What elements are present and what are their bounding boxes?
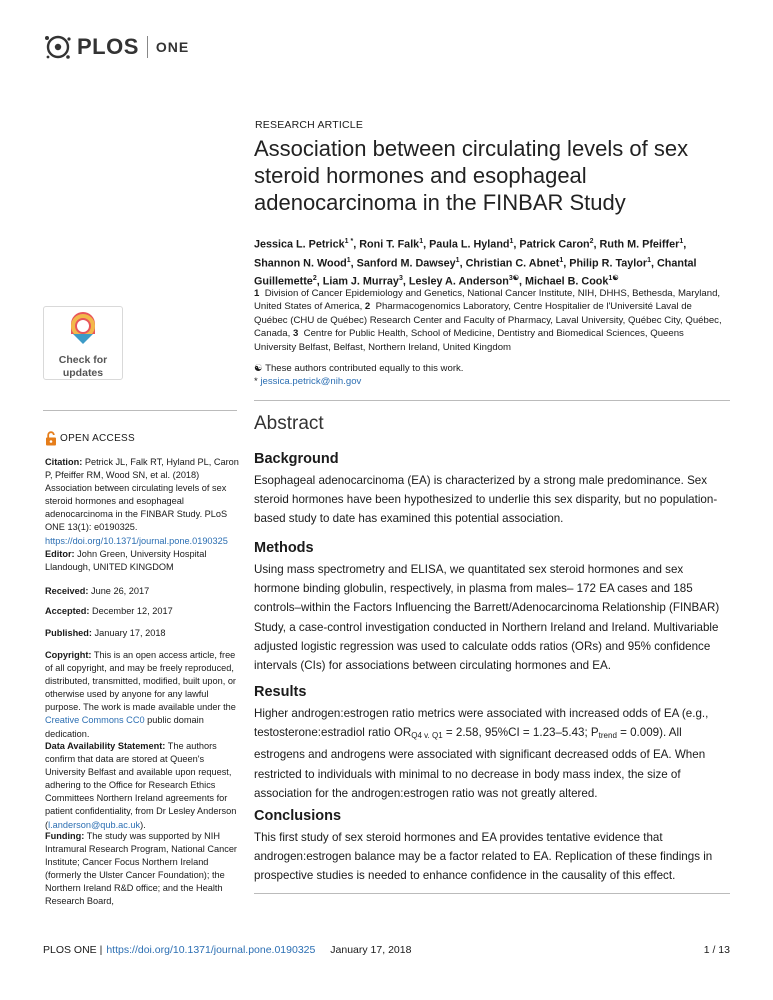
page-number: 1 / 13 xyxy=(703,944,730,956)
author-mark: 3 xyxy=(398,275,403,283)
footer-date: January 17, 2018 xyxy=(330,944,412,956)
affiliations xyxy=(254,287,724,354)
affiliation-number: 2 xyxy=(364,301,371,313)
data-availability-text: The authors confirm that data are stored at Queen's University Belfast and available upon request, adhering to the Office for Research Ethics Committees Northern Ireland agreements for patient confidentiality, from Dr Lesley Anderson ( xyxy=(45,741,237,830)
author-name: Lesley A. Anderson xyxy=(408,275,509,288)
author-notes xyxy=(254,362,724,389)
footer-left xyxy=(43,944,415,956)
author-name: Ruth M. Pfeiffer xyxy=(599,238,680,251)
methods-heading: Methods xyxy=(254,540,314,556)
author-mark: 1☯ xyxy=(608,275,619,283)
results-subscript-1: Q4 v. Q1 xyxy=(411,731,443,741)
background-heading: Background xyxy=(254,451,339,467)
editor-label: Editor: xyxy=(45,549,75,559)
affiliation-text: Division of Cancer Epidemiology and Genetics, National Cancer Institute, NIH, DHHS, Bethesda, Maryland, United States of America, xyxy=(254,288,721,313)
open-access-text: OPEN ACCESS xyxy=(60,433,135,444)
main-bottom-rule xyxy=(254,893,730,894)
author-mark: 1 xyxy=(679,238,684,245)
page-footer xyxy=(43,944,730,956)
author-mark: 1 xyxy=(419,238,424,245)
background-paragraph: Esophageal adenocarcinoma (EA) is characterized by a strong male predominance. Sex steroid hormones have been hypothesized to underlie this sex disparity, but no population-based study to date has examined this potential association. xyxy=(254,474,718,526)
logo-one-text: ONE xyxy=(155,39,190,55)
check-updates-line2: updates xyxy=(62,367,104,379)
accepted-label: Accepted: xyxy=(45,606,90,616)
affiliation-text: Centre for Public Health, School of Medicine, Dentistry and Biomedical Sciences, Queens University Belfast, Belfast, Northern Ireland, United Kingdom xyxy=(254,328,684,353)
check-updates-line1: Check for xyxy=(58,354,108,366)
author-mark: 1 xyxy=(559,256,564,264)
accepted-block xyxy=(45,605,240,618)
editor-block xyxy=(45,548,240,574)
author-mark: 1 xyxy=(647,256,651,264)
author-mark: 1 xyxy=(455,256,460,264)
footer-doi-link[interactable]: https://doi.org/10.1371/journal.pone.0190325 xyxy=(106,944,316,956)
author-list: Jessica L. Petrick$^{1 *}$, Roni T. Falk$^1$, Paula L. Hyland$^1$, Patrick Caron$^2$, Ruth M. Pfeiffer$^1$, Shannon N. Wood$^1$, Sanford M. Dawsey$^1$, Christian C. Abnet$^1$, Philip R. Taylor$^1$, Chantal Guillemette$^2$, Liam J. Murray$^3$, Lesley A. Anderson$^{3☯}$, Michael B. Cook$^{1☯}$ xyxy=(254,238,697,288)
data-availability-tail: ). xyxy=(140,819,146,830)
logo-plos-text: PLOS xyxy=(77,34,139,59)
author-mark: 1 xyxy=(346,256,351,264)
affiliation-text: Pharmacogenomics Laboratory, Centre Hospitalier de l'Université Laval de Québec (CHU de Québec) Research Center and Faculty of Pharmacy, Laval University, Québec City, Québec, Canada, xyxy=(254,301,722,340)
citation-label: Citation: xyxy=(45,457,83,467)
author-name: Michael B. Cook xyxy=(525,275,609,288)
affiliation-number: 3 xyxy=(292,328,299,340)
author-mark: 2 xyxy=(312,275,317,283)
conclusions-paragraph: This first study of sex steroid hormones and EA provides tentative evidence that androgen:estrogen balance may be a factor related to EA. Replication of these findings in prospective studies is needed to enhance confidence in the causality of this effect. xyxy=(254,831,713,883)
author-name: Sanford M. Dawsey xyxy=(356,257,456,270)
received-date: June 26, 2017 xyxy=(90,586,150,596)
plos-one-logo xyxy=(43,32,189,62)
accepted-date: December 12, 2017 xyxy=(91,606,173,616)
sidebar-top-rule xyxy=(43,410,237,411)
results-text-1: Higher androgen:estrogen ratio metrics were associated with increased odds of EA (e.g., testosterone:estradiol ratio OR xyxy=(254,707,709,740)
open-access-label xyxy=(45,431,135,446)
author-mark: 3☯ xyxy=(508,275,520,283)
equal-contribution-note: ☯ These authors contributed equally to this work. xyxy=(254,363,464,374)
data-availability-block xyxy=(45,740,240,832)
published-date: January 17, 2018 xyxy=(94,628,166,638)
corresponding-email-link[interactable]: jessica.petrick@nih.gov xyxy=(260,376,362,388)
affiliation-number: 1 xyxy=(254,288,260,299)
editor-text: John Green, University Hospital Llandough, UNITED KINGDOM xyxy=(45,549,207,573)
open-lock-icon xyxy=(45,431,57,446)
copyright-label: Copyright: xyxy=(45,650,92,660)
author-name: Jessica L. Petrick xyxy=(254,238,345,251)
funding-text: The study was supported by NIH Intramural Research Program, National Cancer Institute; Cancer Focus Northern Ireland (formerly the Ulster Cancer Foundation); the Northern Ireland R&D office; and the Health Research Board, xyxy=(45,831,237,907)
author-name: Roni T. Falk xyxy=(359,238,420,251)
funding-block xyxy=(45,830,240,909)
corresponding-author xyxy=(254,375,724,388)
author-name: Liam J. Murray xyxy=(322,275,399,288)
funding-label: Funding: xyxy=(45,831,85,841)
conclusions-heading: Conclusions xyxy=(254,808,342,824)
author-name: Patrick Caron xyxy=(519,238,590,251)
citation-text: Petrick JL, Falk RT, Hyland PL, Caron P, Pfeiffer RM, Wood SN, et al. (2018) Association between circulating levels of sex steroid hormones and esophageal adenocarcinoma in the FINBAR Study. PLoS ONE 13(1): e0190325. xyxy=(45,457,239,533)
author-name: Christian C. Abnet xyxy=(465,257,560,270)
data-contact-email-link[interactable]: l.anderson@qub.ac.uk xyxy=(48,819,141,830)
results-subscript-2: trend xyxy=(598,731,617,741)
copyright-tail: public domain dedication. xyxy=(45,715,204,739)
author-mark: 1 * xyxy=(344,238,354,245)
methods-paragraph: Using mass spectrometry and ELISA, we quantitated sex steroid hormones and sex hormone binding globulin, respectively, in plasma from males– 172 EA cases and 185 controls–within the Factors Influencing the Barrett/Adenocarcinoma Relationship (FINBAR) Study, a case-control investigation conducted in Northern Ireland and Ireland. Multivariable adjusted logistic regression was used to calculate odds ratios (ORs) and 95% confidence intervals (CIs) for associations between circulating hormones and EA. xyxy=(254,563,720,673)
author-name: Paula L. Hyland xyxy=(429,238,510,251)
corresponding-mark: * xyxy=(254,376,258,388)
logo-divider xyxy=(147,36,148,58)
author-mark: 2 xyxy=(589,238,594,245)
author-name: Chantal Guillemette xyxy=(254,257,697,288)
copyright-text: This is an open access article, free of all copyright, and may be freely reproduced, distributed, transmitted, modified, built upon, or otherwise used by anyone for any lawful purpose. The work is made available under the xyxy=(45,650,236,713)
check-for-updates-badge[interactable] xyxy=(43,306,123,380)
published-label: Published: xyxy=(45,628,92,638)
abstract-heading: Abstract xyxy=(254,413,324,434)
results-text-2: = 2.58, 95%CI = 1.23–5.43; P xyxy=(442,726,599,740)
received-block xyxy=(45,585,240,598)
results-paragraph xyxy=(254,704,726,803)
author-mark: 1 xyxy=(509,238,514,245)
plos-logo-icon xyxy=(43,32,73,62)
copyright-block xyxy=(45,649,240,741)
published-block xyxy=(45,627,240,640)
cc0-license-link[interactable]: Creative Commons CC0 xyxy=(45,715,145,726)
results-heading: Results xyxy=(254,684,307,700)
main-top-rule xyxy=(254,400,730,401)
author-name: Shannon N. Wood xyxy=(254,257,347,270)
check-updates-icon xyxy=(63,310,103,348)
citation-doi-link[interactable]: https://doi.org/10.1371/journal.pone.0190325 xyxy=(45,535,228,546)
article-title: Association between circulating levels of sex steroid hormones and esophageal adenocarcinoma in the FINBAR Study xyxy=(254,136,689,215)
received-label: Received: xyxy=(45,586,89,596)
citation-block xyxy=(45,456,240,548)
data-availability-label: Data Availability Statement: xyxy=(45,741,166,751)
results-text-3: = 0.009). All estrogens and androgens were associated with significant decreased odds of EA. When restricted to individuals with minimal to no decrease in body mass index, the size of association for the androgen:estrogen ratio was not greatly altered. xyxy=(254,726,706,800)
author-name: Philip R. Taylor xyxy=(569,257,648,270)
article-type: RESEARCH ARTICLE xyxy=(255,119,364,131)
footer-journal: PLOS ONE | xyxy=(43,944,103,956)
